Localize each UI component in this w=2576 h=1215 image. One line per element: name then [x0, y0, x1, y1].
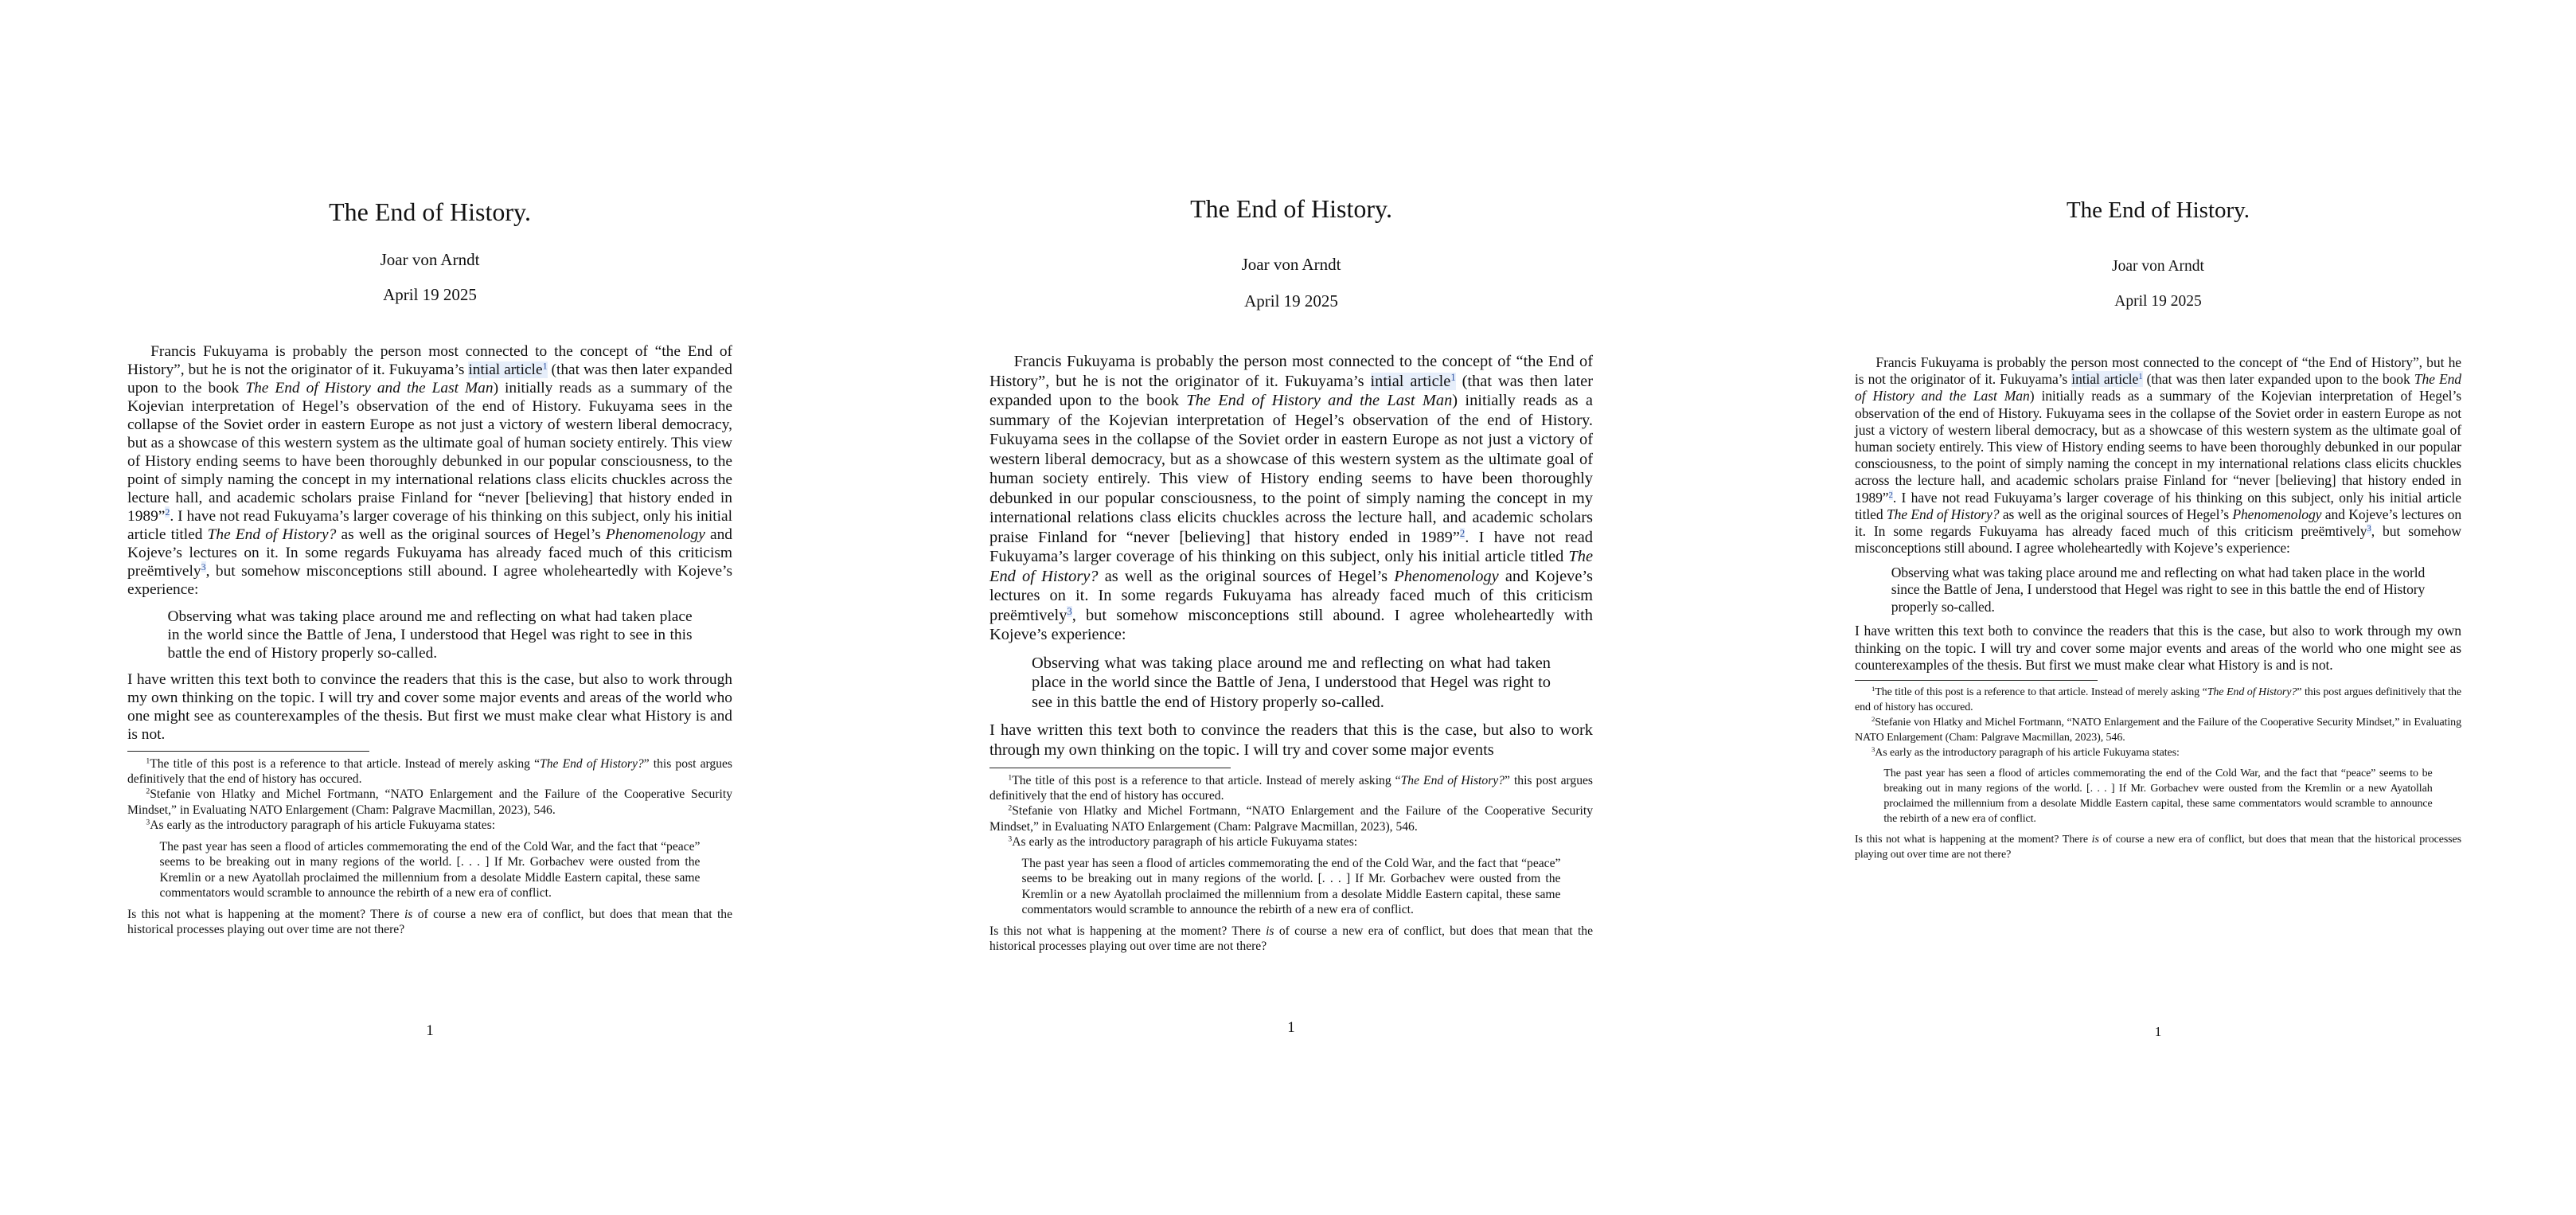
article-title: The End of History?	[989, 548, 1593, 585]
document-body	[989, 352, 1593, 955]
text-span: Francis Fukuyama is probably the person most connected to the concept of “the End of History”, but he is not the originator of it. Fukuyama’s	[1855, 354, 2461, 388]
footnote-1	[989, 773, 1593, 804]
document-body	[127, 342, 732, 938]
text-span: as well as the original sources of Hegel’s	[1098, 567, 1395, 585]
text-span: ) initially reads as a summary of the Kojevian interpretation of Hegel’s observation of the end of History. Fukuyama sees in the collapse of the Soviet order in eastern Europe as not just a victory of western liberal democracy, but as a showcase of this western system as the ultimate goal of human society entirely. This view of History ending seems to have been thoroughly debunked in our popular consciousness, to the point of simply naming the concept in my international relations class elicits chuckles across the lecture hall, and academic scholars praise Finland for “never [believing] that history ended in 1989”	[989, 392, 1593, 546]
text-span: Is this not what is happening at the moment? There	[1855, 834, 2092, 846]
footnote-2	[989, 803, 1593, 834]
document-author: Joar von Arndt	[1241, 255, 1341, 274]
intro-paragraph	[989, 352, 1593, 645]
page-render-charter	[989, 0, 1593, 1215]
document-title: The End of History.	[1190, 194, 1392, 223]
document-date: April 19 2025	[1244, 291, 1338, 311]
footnote-ref-1[interactable]: 1	[2138, 372, 2143, 382]
text-span: . I have not read Fukuyama’s larger coverage of his thinking on this subject, only his initial article titled	[989, 528, 1593, 565]
footnote-1	[127, 756, 732, 787]
book-title: The End of History and the Last Man	[1855, 371, 2462, 404]
text-span: Is this not what is happening at the moment? There	[989, 924, 1267, 938]
footnote-3	[989, 834, 1593, 850]
document-date: April 19 2025	[2114, 293, 2202, 310]
footnote-1	[1855, 685, 2461, 715]
footnote-divider	[1855, 680, 2098, 681]
text-span: (that was then later expanded upon to the book	[989, 372, 1593, 409]
text-span: The title of this post is a reference to that article. Instead of merely asking “	[150, 756, 541, 771]
kojeve-quote: Observing what was taking place around me and reflecting on what had taken place in the world since the Battle of Jena, I understood that Hegel was right to see in this battle the end of History properly so-called.	[1891, 565, 2426, 615]
text-span: Stefanie von Hlatky and Michel Fortmann, “NATO Enlargement and the Failure of the Cooperative Security Mindset,” in Evaluating NATO Enlargement (Cham: Palgrave Macmillan, 2023), 546.	[1855, 717, 2461, 744]
footnote-3	[1855, 745, 2461, 760]
initial-article-link[interactable]	[1371, 373, 1456, 390]
text-span: Is this not what is happening at the moment? There	[127, 908, 404, 922]
footnote-ref-3[interactable]: 3	[2367, 524, 2371, 534]
text-span: ” this post argues definitively that the end of history has occured.	[1855, 686, 2462, 714]
footnote-number: 1	[1008, 773, 1013, 783]
text-span: and Kojeve’s lectures on it. In some regards Fukuyama has already faced much of this criticism preëmtively	[1855, 506, 2462, 540]
text-span: Stefanie von Hlatky and Michel Fortmann, “NATO Enlargement and the Failure of the Cooperative Security Mindset,” in Evaluating NATO Enlargement (Cham: Palgrave Macmillan, 2023), 546.	[989, 804, 1593, 834]
text-span: of course a new era of conflict, but does that mean that the historical processes playing out over time are not there?	[127, 908, 732, 937]
fukuyama-quote: The past year has seen a flood of articles commemorating the end of the Cold War, and the fact that “peace” seems to be breaking out in many regions of the world. [. . . ] If Mr. Gorbachev were ousted from the Kremlin or a new Ayatollah proclaimed the millennium from a desolate Middle Eastern capital, these same commentators would scramble to announce the rebirth of a new era of conflict.	[1021, 857, 1561, 916]
footnote-ref-1[interactable]: 1	[542, 360, 548, 372]
link-text[interactable]: intial article	[2071, 371, 2139, 388]
initial-article-link[interactable]	[468, 361, 547, 378]
intro-paragraph	[1855, 354, 2461, 557]
phenomenology-title: Phenomenology	[2232, 506, 2322, 522]
emphasis: is	[2091, 834, 2099, 846]
article-title: The End of History?	[1400, 773, 1505, 787]
footnote-number: 1	[146, 756, 150, 766]
second-paragraph: I have written this text both to convince the readers that this is the case, but also to work through my own thinking on the topic. I will try and cover some major events and areas of the world who one might see as counterexamples of the thesis. But first we must make clear what History is and is not.	[127, 671, 732, 744]
article-title: The End of History?	[1886, 506, 2000, 522]
article-title: The End of History?	[207, 526, 337, 543]
footnote-2	[127, 787, 732, 818]
text-span: ” this post argues definitively that the end of history has occured.	[127, 756, 732, 787]
text-span: ) initially reads as a summary of the Kojevian interpretation of Hegel’s observation of the end of History. Fukuyama sees in the collapse of the Soviet order in eastern Europe as not just a victory of western liberal democracy, but as a showcase of this western system as the ultimate goal of human society entirely. This view of History ending seems to have been thoroughly debunked in our popular consciousness, to the point of simply naming the concept in my international relations class elicits chuckles across the lecture hall, and academic scholars praise Finland for “never [believing] that history ended in 1989”	[1855, 388, 2461, 506]
footnote-3	[127, 818, 732, 833]
text-span: Stefanie von Hlatky and Michel Fortmann, “NATO Enlargement and the Failure of the Cooperative Security Mindset,” in Evaluating NATO Enlargement (Cham: Palgrave Macmillan, 2023), 546.	[127, 787, 732, 817]
book-title: The End of History and the Last Man	[1186, 392, 1453, 409]
text-span: The title of this post is a reference to that article. Instead of merely asking “	[1012, 773, 1401, 787]
text-span: Francis Fukuyama is probably the person most connected to the concept of “the End of History”, but he is not the originator of it. Fukuyama’s	[989, 353, 1593, 390]
footnote-number: 2	[1872, 715, 1875, 724]
phenomenology-title: Phenomenology	[1394, 567, 1499, 585]
footnote-3-continuation	[1855, 832, 2461, 862]
footnote-ref-3[interactable]: 3	[201, 561, 206, 573]
footnote-ref-2[interactable]: 2	[165, 506, 170, 518]
text-span: and Kojeve’s lectures on it. In some regards Fukuyama has already faced much of this criticism preëmtively	[989, 567, 1593, 624]
text-span: . I have not read Fukuyama’s larger coverage of his thinking on this subject, only his initial article titled	[1855, 489, 2461, 522]
link-text[interactable]: intial article	[468, 361, 543, 378]
fukuyama-quote: The past year has seen a flood of articles commemorating the end of the Cold War, and the fact that “peace” seems to be breaking out in many regions of the world. [. . . ] If Mr. Gorbachev were ousted from the Kremlin or a new Ayatollah proclaimed the millennium from a desolate Middle Eastern capital, these same commentators would scramble to announce the rebirth of a new era of conflict.	[159, 840, 701, 901]
text-span: , but somehow misconceptions still abound. I agree wholeheartedly with Kojeve’s experience:	[1855, 523, 2461, 557]
text-span: . I have not read Fukuyama’s larger coverage of his thinking on this subject, only his initial article titled	[127, 508, 732, 543]
footnote-2	[1855, 715, 2461, 745]
footnote-number: 3	[1872, 745, 1875, 754]
text-span: As early as the introductory paragraph of his article Fukuyama states:	[150, 818, 496, 833]
text-span: Francis Fukuyama is probably the person most connected to the concept of “the End of History”, but he is not the originator of it. Fukuyama’s	[127, 343, 732, 378]
kojeve-quote: Observing what was taking place around me and reflecting on what had taken place in the world since the Battle of Jena, I understood that Hegel was right to see in this battle the end of History properly so-called.	[1032, 654, 1551, 711]
document-author: Joar von Arndt	[380, 250, 480, 269]
page-render-garamond	[1855, 0, 2461, 1215]
fukuyama-quote: The past year has seen a flood of articles commemorating the end of the Cold War, and the fact that “peace” seems to be breaking out in many regions of the world. [. . . ] If Mr. Gorbachev were ousted from the Kremlin or a new Ayatollah proclaimed the millennium from a desolate Middle Eastern capital, these same commentators would scramble to announce the rebirth of a new era of conflict.	[1883, 768, 2433, 826]
link-text[interactable]: intial article	[1370, 372, 1451, 390]
document-title: The End of History.	[329, 197, 531, 226]
footnote-number: 2	[146, 787, 150, 797]
page-number: 1	[426, 1022, 434, 1039]
emphasis: is	[404, 908, 413, 922]
footnotes	[127, 756, 732, 938]
second-paragraph: I have written this text both to convince the readers that this is the case, but also to work through my own thinking on the topic. I will try and cover some major events	[989, 721, 1593, 759]
initial-article-link[interactable]	[2071, 371, 2142, 387]
text-span: As early as the introductory paragraph of his article Fukuyama states:	[1875, 747, 2180, 760]
text-span: and Kojeve’s lectures on it. In some regards Fukuyama has already faced much of this criticism preëmtively	[127, 526, 732, 580]
footnote-ref-3[interactable]: 3	[1067, 605, 1072, 617]
text-span: , but somehow misconceptions still abound. I agree wholeheartedly with Kojeve’s experience:	[989, 606, 1593, 643]
phenomenology-title: Phenomenology	[605, 526, 705, 543]
text-span: The title of this post is a reference to that article. Instead of merely asking “	[1875, 686, 2207, 699]
footnote-ref-2[interactable]: 2	[1459, 527, 1466, 539]
footnotes	[1855, 685, 2461, 862]
second-paragraph: I have written this text both to convince the readers that this is the case, but also to work through my own thinking on the topic. I will try and cover some major events and areas of the world who one might see as counterexamples of the thesis. But first we must make clear what History is and is not.	[1855, 623, 2461, 673]
document-date: April 19 2025	[383, 285, 477, 304]
text-span: ) initially reads as a summary of the Kojevian interpretation of Hegel’s observation of the end of History. Fukuyama sees in the collapse of the Soviet order in eastern Europe as not just a victory of western liberal democracy, but as a showcase of this western system as the ultimate goal of human society entirely. This view of History ending seems to have been thoroughly debunked in our popular consciousness, to the point of simply naming the concept in my international relations class elicits chuckles across the lecture hall, and academic scholars praise Finland for “never [believing] that history ended in 1989”	[127, 380, 732, 525]
text-span: , but somehow misconceptions still abound. I agree wholeheartedly with Kojeve’s experience:	[127, 563, 732, 598]
text-span: as well as the original sources of Hegel’s	[1999, 506, 2233, 522]
footnote-3-continuation	[127, 907, 732, 938]
page-number: 1	[1287, 1019, 1295, 1036]
footnotes	[989, 773, 1593, 955]
text-span: as well as the original sources of Hegel’s	[336, 526, 606, 543]
intro-paragraph	[127, 342, 732, 599]
book-title: The End of History and the Last Man	[245, 380, 494, 397]
footnote-ref-2[interactable]: 2	[1888, 490, 1893, 500]
text-span: of course a new era of conflict, but does that mean that the historical processes playing out over time are not there?	[989, 924, 1594, 954]
emphasis: is	[1266, 924, 1274, 938]
document-title: The End of History.	[2066, 197, 2250, 223]
footnote-number: 3	[146, 818, 150, 827]
article-title: The End of History?	[540, 756, 644, 771]
footnote-number: 3	[1008, 834, 1013, 844]
footnote-number: 2	[1008, 804, 1013, 813]
text-span: ” this post argues definitively that the end of history has occured.	[989, 773, 1593, 803]
footnote-ref-1[interactable]: 1	[1450, 371, 1456, 383]
page-number: 1	[2154, 1024, 2162, 1039]
footnote-divider	[127, 751, 369, 752]
kojeve-quote: Observing what was taking place around me and reflecting on what had taken place in the world since the Battle of Jena, I understood that Hegel was right to see in this battle the end of History properly so-called.	[167, 608, 693, 662]
document-body	[1855, 354, 2461, 862]
text-span: (that was then later expanded upon to the book	[127, 361, 732, 397]
article-title: The End of History?	[2207, 686, 2297, 699]
page-render-latex	[127, 0, 732, 1215]
footnote-3-continuation	[989, 924, 1593, 955]
footnote-number: 1	[1872, 685, 1875, 693]
text-span: (that was then later expanded upon to the book	[2142, 371, 2414, 388]
document-author: Joar von Arndt	[2112, 258, 2204, 275]
text-span: As early as the introductory paragraph of his article Fukuyama states:	[1012, 834, 1358, 849]
text-span: of course a new era of conflict, but does that mean that the historical processes playing out over time are not there?	[1855, 834, 2461, 861]
